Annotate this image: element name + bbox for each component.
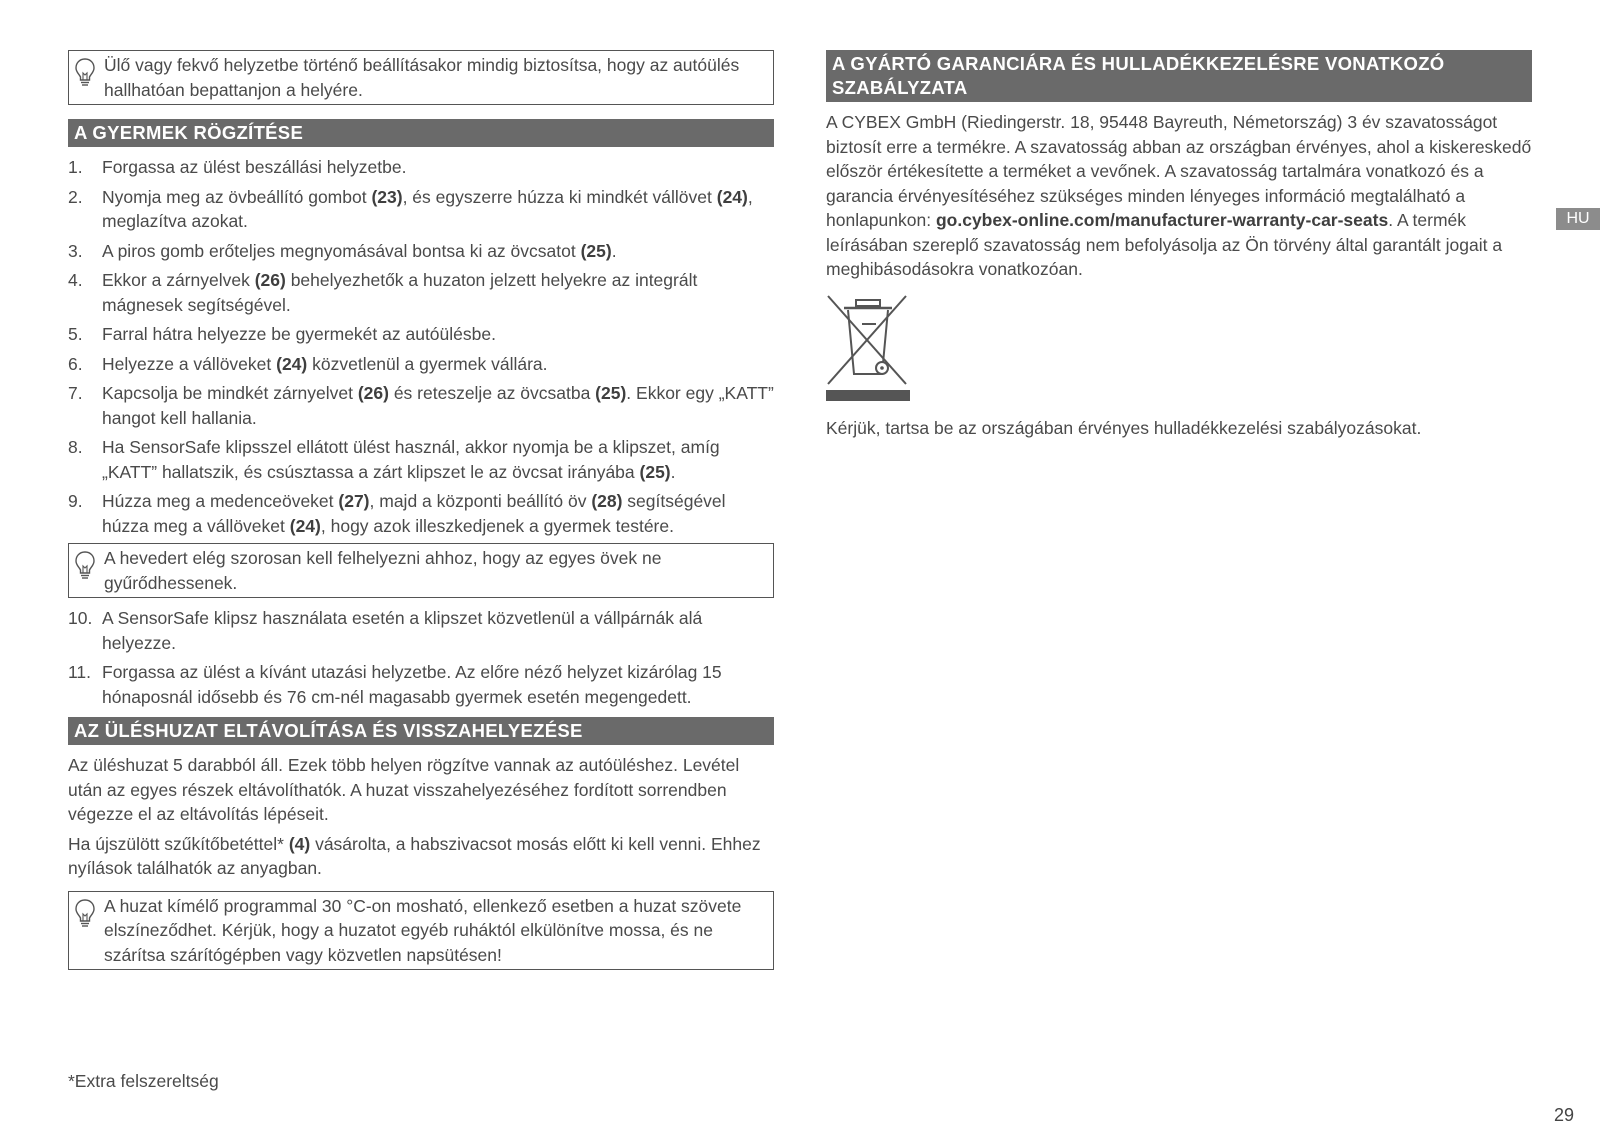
list-item: 7. Kapcsolja be mindkét zárnyelvet (26) és reteszelje az övcsatba (25). Ekkor egy „KATT” hangot kell hallania.	[68, 383, 774, 428]
lightbulb-icon	[74, 57, 96, 87]
step-number: 5.	[68, 324, 83, 344]
step-number: 4.	[68, 270, 83, 290]
warranty-link[interactable]: go.cybex-online.com/manufacturer-warranty-car-seats	[935, 210, 1389, 230]
tip-text: A hevedert elég szorosan kell felhelyezni ahhoz, hogy az egyes övek ne gyűrődhessenek.	[104, 548, 662, 593]
cover-paragraph: Az üléshuzat 5 darabból áll. Ezek több helyen rögzítve vannak az autóüléshez. Levétel után az egyes részek eltávolíthatók. A huzat visszahelyezéséhez fordított sorrendben végezze el az eltávolítás lépéseit.	[68, 755, 740, 824]
tip-note-reclining	[68, 50, 774, 105]
steps-list-b	[68, 606, 774, 709]
footnote: *Extra felszereltség	[68, 1071, 219, 1091]
tip-text: Ülő vagy fekvő helyzetbe történő beállításakor mindig biztosítsa, hogy az autóülés hallhatóan bepattanjon a helyére.	[104, 55, 740, 100]
list-item: 3. A piros gomb erőteljes megnyomásával bontsa ki az övcsatot (25).	[68, 239, 774, 264]
steps-list-a	[68, 155, 774, 538]
section-heading-seat-cover: AZ ÜLÉSHUZAT ELTÁVOLÍTÁSA ÉS VISSZAHELYEZÉSE	[68, 717, 774, 745]
page-number: 29	[1554, 1105, 1575, 1125]
list-item: 10. A SensorSafe klipsz használata esetén a klipszet közvetlenül a vállpárnák alá helyezze.	[68, 608, 703, 653]
crossed-out-bin-icon	[826, 294, 910, 404]
tip-text: A huzat kímélő programmal 30 °C-on mosható, ellenkező esetben a huzat szövete elszíneződhet. Kérjük, hogy a huzatot egyéb ruháktól elkülönítve mossa, és ne szárítsa szárítógépben vagy közvetlen napsütésen!	[104, 895, 742, 965]
list-item: 8. Ha SensorSafe klipsszel ellátott ülést használ, akkor nyomja be a klipszet, amíg „KATT” hallatszik, és csúsztassa a zárt klipszet le az övcsat irányába (25).	[68, 437, 720, 482]
right-column	[826, 50, 1532, 445]
step-number: 8.	[68, 437, 83, 457]
lightbulb-icon	[74, 550, 96, 580]
list-item: 1. Forgassa az ülést beszállási helyzetbe.	[68, 155, 774, 180]
step-number: 10.	[68, 608, 93, 628]
section-heading-securing-child: A GYERMEK RÖGZÍTÉSE	[68, 119, 774, 147]
step-number: 11.	[68, 662, 92, 682]
warranty-paragraph: A CYBEX GmbH (Riedingerstr. 18, 95448 Bayreuth, Németország) 3 év szavatosságot biztosít erre a termékre. A szavatosság abban az országban érvényes, ahol a kiskereskedő először értékesítette a terméket a vevőnek. A szavatosság tartalmára vonatkozó és a garancia érvényesítéséhez szükséges minden lényeges információ megtalálható a honlapunkon: go.cybex-online.com/manufacturer-warranty-car-seats. A termék leírásában szereplő szavatosság nem befolyásolja az Ön törvény által garantált jogait a meghibásodásokra vonatkozóan.	[826, 112, 1532, 279]
list-item: 6. Helyezze a vállöveket (24) közvetlenül a gyermek vállára.	[68, 352, 774, 377]
lightbulb-icon	[74, 898, 96, 928]
tip-note-washing	[68, 891, 774, 971]
step-number: 2.	[68, 186, 83, 207]
step-number: 1.	[68, 157, 83, 177]
list-item: 9. Húzza meg a medenceöveket (27), majd a központi beállító öv (28) segítségével húzza meg a vállöveket (24), hogy azok illeszkedjenek a gyermek testére.	[68, 491, 726, 536]
disposal-paragraph: Kérjük, tartsa be az országában érvényes hulladékkezelési szabályozásokat.	[826, 417, 1422, 438]
list-item: 2. Nyomja meg az övbeállító gombot (23), és egyszerre húzza ki mindkét vállövet (24), meglazítva azokat.	[68, 186, 753, 231]
step-number: 7.	[68, 383, 83, 403]
list-item: 11. Forgassa az ülést a kívánt utazási helyzetbe. Az előre néző helyzet kizárólag 15 hónaposnál idősebb és 76 cm-nél magasabb gyermek esetén megengedett.	[68, 662, 722, 707]
left-column	[68, 50, 774, 970]
list-item: 4. Ekkor a zárnyelvek (26) behelyezhetők a huzaton jelzett helyekre az integrált mágnesek segítségével.	[68, 270, 698, 315]
step-number: 9.	[68, 491, 83, 511]
insert-paragraph: Ha újszülött szűkítőbetéttel* (4) vásárolta, a habszivacsot mosás előtt ki kell venni. Ehhez nyílások találhatók az anyagban.	[68, 833, 761, 878]
step-number: 6.	[68, 353, 83, 374]
tip-note-harness	[68, 543, 774, 598]
step-number: 3.	[68, 240, 83, 261]
section-heading-warranty: A GYÁRTÓ GARANCIÁRA ÉS HULLADÉKKEZELÉSRE VONATKOZÓ SZABÁLYZATA	[826, 50, 1532, 102]
language-tab: HU	[1556, 208, 1600, 230]
list-item: 5. Farral hátra helyezze be gyermekét az autóülésbe.	[68, 322, 774, 347]
